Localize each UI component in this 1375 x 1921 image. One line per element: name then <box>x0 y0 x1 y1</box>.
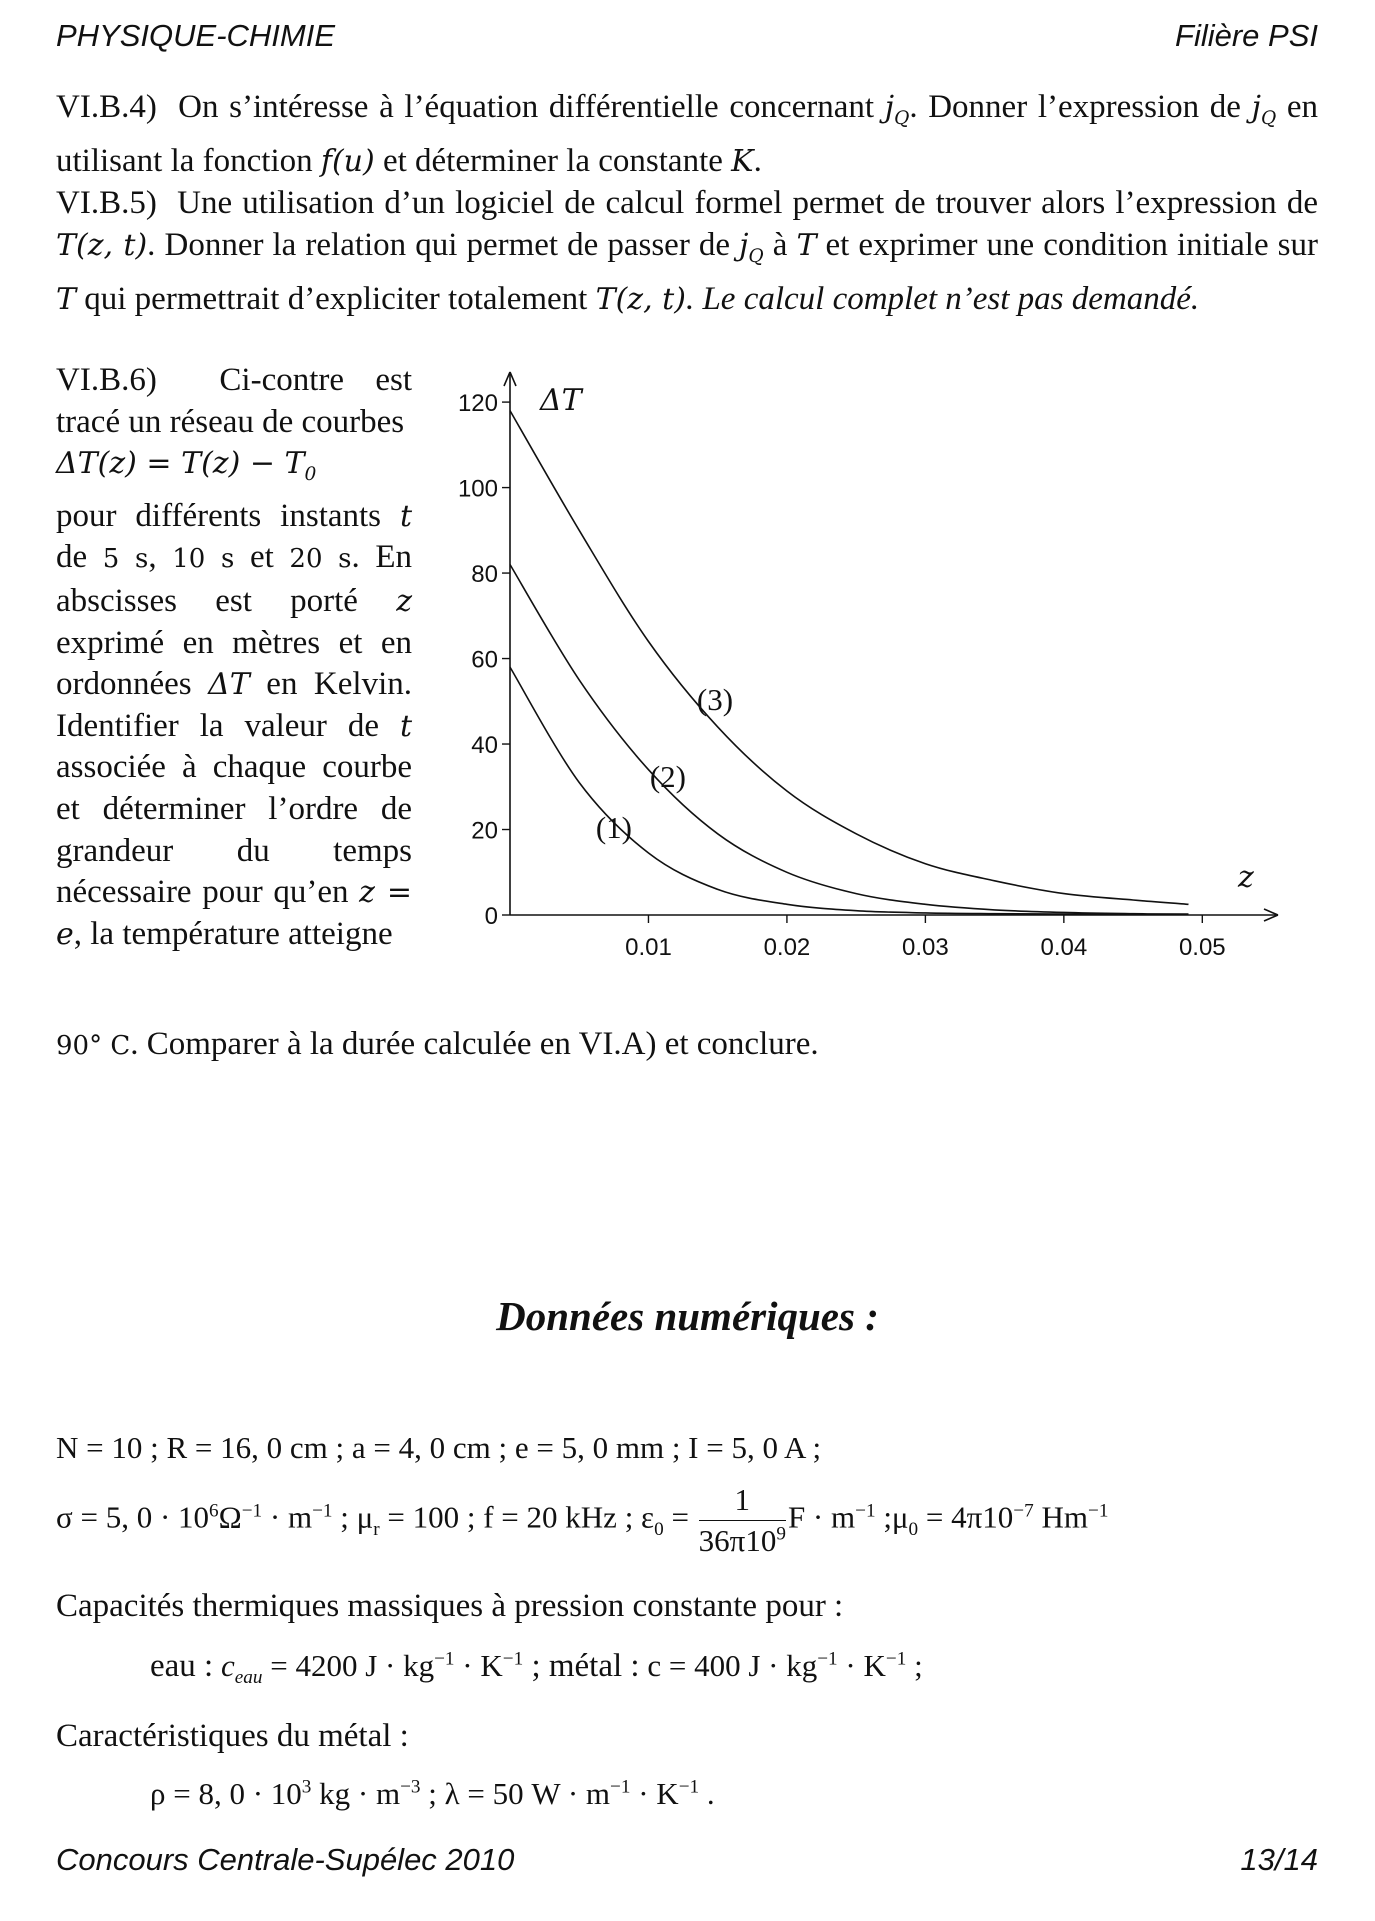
q6-text-2: pour différents instants <box>56 497 382 534</box>
y-tick-label: 20 <box>471 817 498 845</box>
time-value-10: 10 s <box>172 544 235 575</box>
temperature-profile-chart <box>430 360 1310 960</box>
curve-label-1: (1) <box>595 810 633 846</box>
x-axis-title: z <box>1238 860 1254 895</box>
q5-text-1: Une utilisation d’un logiciel de calcul formel permet de trouver alors l’expression de <box>177 185 1318 221</box>
q4-text-3: en utilisant la fonction <box>56 89 1319 179</box>
footer-exam: Concours Centrale-Supélec 2010 <box>56 1842 515 1877</box>
delta-t-symbol: ΔT <box>208 667 250 703</box>
heat-capacity-heading: Capacités thermiques massiques à pression constante pour : <box>56 1588 844 1624</box>
time-symbol: t <box>399 498 412 534</box>
y-tick-label: 60 <box>471 646 498 674</box>
q6-text-8: associée à chaque courbe et déterminer l’ordre de grandeur du temps nécessaire pour qu’en <box>56 749 412 911</box>
q6-text-7: en Kelvin. Identifier la valeur de <box>56 666 412 744</box>
metal-characteristics-values: ρ = 8, $0 \cdot 10^3$ kg · $m^{-3}$ ; λ = 50 $W \cdot m^{-1} \cdot K^{-1}$ . <box>150 1776 715 1811</box>
temperature-symbol: T <box>56 282 77 317</box>
y-axis-title: ΔT <box>540 383 582 418</box>
x-tick-label: 0.02 <box>763 934 811 960</box>
function-fu: f(u) <box>320 144 375 179</box>
jq-symbol: $j_Q$ <box>1251 90 1277 129</box>
metal-characteristics-heading: Caractéristiques du métal : <box>56 1718 409 1754</box>
heat-capacity-values: eau : $c_{eau} = 4200$ $J \cdot kg^{-1} \cdot K^{-1}$ ; métal : c = 400 $J \cdot kg^{-1} \cdot K^{-1}$ ; <box>150 1648 923 1689</box>
y-tick-label: 0 <box>484 903 498 930</box>
x-tick-label: 0.04 <box>1040 934 1088 960</box>
q6-label: VI.B.6) <box>56 362 157 398</box>
chart-ticks <box>458 390 1226 960</box>
q4-text-1: On s’intéresse à l’équation différentielle concernant <box>178 89 875 125</box>
target-temperature: 90° C <box>56 1031 131 1061</box>
section-title-donnees: Données numériques : <box>496 1293 879 1339</box>
data-line-1 <box>56 1430 821 1466</box>
time-symbol: t <box>399 708 412 744</box>
q5-note: . Le calcul complet n’est pas demandé. <box>685 281 1200 317</box>
data-constants-1: N = 10 ; R = 16, 0 cm ; a = 4, 0 cm ; e = 5, 0 mm ; I = 5, 0 A ; <box>56 1430 822 1465</box>
jq-symbol: $j_Q$ <box>884 90 910 129</box>
q5-text-4: et exprimer une condition initiale sur <box>825 227 1319 263</box>
curve-label-3: (3) <box>696 681 734 717</box>
delta-t-equation: $\Delta T(z) = T(z) - T_0$ <box>56 446 317 486</box>
time-value-5: 5 s <box>102 544 149 575</box>
x-tick-label: 0.05 <box>1178 934 1226 960</box>
curve-2 <box>510 565 1189 915</box>
q4-text-2: . Donner l’expression de <box>909 89 1241 125</box>
y-tick-label: 80 <box>471 561 498 589</box>
y-tick-label: 120 <box>457 390 498 418</box>
temperature-function: T(z, t) <box>595 282 686 317</box>
y-tick-label: 40 <box>471 732 498 760</box>
y-tick-label: 100 <box>457 475 498 503</box>
jq-symbol: $j_Q$ <box>739 228 764 267</box>
z-equals-e: z = e <box>56 875 412 952</box>
header-subject: PHYSIQUE-CHIMIE <box>56 18 336 53</box>
question-vi-b-6-tail <box>56 1023 819 1067</box>
q4-label: VI.B.4) <box>56 89 157 125</box>
q4-text-4: et déterminer la constante <box>382 143 723 179</box>
constant-k: K <box>731 144 754 179</box>
temperature-symbol: T <box>796 228 817 263</box>
q6-text-1: Ci-contre est tracé un réseau de courbes <box>56 362 412 440</box>
curve-label-2: (2) <box>649 758 687 794</box>
x-tick-label: 0.03 <box>902 934 949 960</box>
q6-text-6: exprimé en mètres et en ordonnées <box>56 624 412 703</box>
data-line-2: σ = 5, $0 \cdot 10^6\Omega^{-1} \cdot m^{-1}$ ; $\mu_r = 100$ ; f = 20 kHz ; $\varepsilon_0$ = $\frac{1}{36\pi 10^9}$ $F \cdot m^{-1}$ $;\mu_0 = 4\pi 10^{-7}$ $Hm^{-1}$ <box>56 1482 1109 1558</box>
time-value-20: 20 s <box>289 544 352 575</box>
q6-text-9: , la température atteigne <box>73 915 393 952</box>
q5-label: VI.B.5) <box>56 185 157 221</box>
footer-page-number: 13/14 <box>1240 1842 1318 1877</box>
chart-canvas <box>430 360 1310 960</box>
q5-text-2: . Donner la relation qui permet de passer de <box>147 227 731 263</box>
question-vi-b-4: VI.B.4) On s’intéresse à l’équation différentielle concernant $j_Q$. Donner l’expression de $j_Q$ en utilisant la fonction f(u) et déterminer la constante K. <box>56 89 1319 179</box>
z-symbol: z <box>396 583 412 619</box>
x-tick-label: 0.01 <box>625 934 672 960</box>
q6-text-10: . Comparer à la durée calculée en VI.A) et conclure. <box>130 1026 819 1062</box>
curve-1 <box>510 667 1189 915</box>
q5-text-5: qui permettrait d’expliciter totalement <box>84 281 588 317</box>
question-vi-b-6: VI.B.6) Ci-contre est tracé un réseau de courbes $\Delta T(z) = T(z) - T_0$ pour différents instants t de 5 s, 10 s et 20 s. En abscisses est porté z exprimé en mètres et en ordonnées ΔT en Kelvin. Identifier la valeur de t associée à chaque courbe et déterminer l’ordre de grandeur du temps nécessaire pour qu’en z = e, la température atteigne <box>56 362 413 952</box>
temperature-function: T(z, t) <box>56 228 148 263</box>
question-vi-b-5: VI.B.5) Une utilisation d’un logiciel de calcul formel permet de trouver alors l’expression de T(z, t). Donner la relation qui permet de passer de $j_Q$ à T et exprimer une condition initiale sur T qui permettrait d’expliciter totalement T(z, t). Le calcul complet n’est pas demandé. <box>56 185 1319 317</box>
epsilon0-fraction: $\frac{1}{36\pi 10^9}$ <box>698 1482 786 1558</box>
q6-text-5: . En abscisses est porté <box>56 539 413 619</box>
header-track: Filière PSI <box>1175 18 1318 53</box>
